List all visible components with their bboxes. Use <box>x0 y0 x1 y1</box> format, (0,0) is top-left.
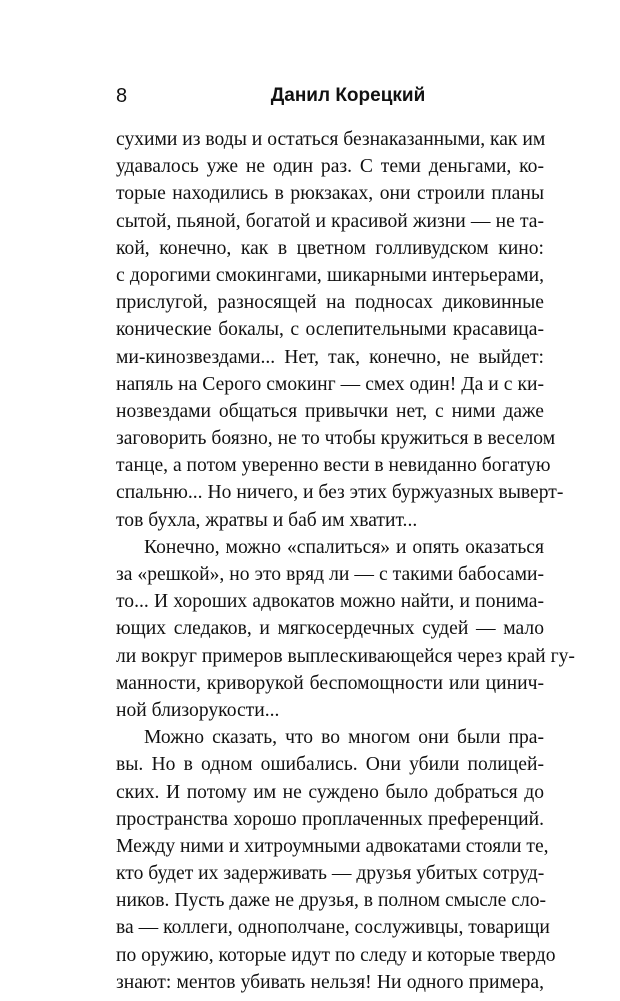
text-line: танце, а потом уверенно вести в невиданно богатую <box>116 455 551 477</box>
text-line: заговорить боязно, не то чтобы кружиться в веселом <box>116 428 556 450</box>
text-line: кой, конечно, как в цветном голливудском кино: <box>116 237 544 259</box>
text-line: сытой, пьяной, богатой и красивой жизни — не та- <box>116 210 544 232</box>
text-line: прислугой, разносящей на подносах диковинные <box>116 292 544 314</box>
text-line: Между ними и хитроумными адвокатами стояли те, <box>116 835 549 857</box>
text-line: ющих следаков, и мягкосердечных судей — мало <box>116 618 544 640</box>
text-line: по оружию, которые идут по следу и которые твердо <box>116 944 556 966</box>
text-line: нозвездами общаться привычки нет, с ними даже <box>116 400 544 422</box>
text-line: напяль на Серого смокинг — смех один! Да и с ки- <box>116 373 544 395</box>
text-line: ва — коллеги, однополчане, сослуживцы, товарищи <box>116 917 550 939</box>
text-line: торые находились в рюкзаках, они строили планы <box>116 183 544 205</box>
text-line: вы. Но в одном ошибались. Они убили полицей- <box>116 754 544 776</box>
text-line: то... И хороших адвокатов можно найти, и понима- <box>116 591 544 613</box>
text-line: ми-кинозвездами... Нет, так, конечно, не выйдет: <box>116 346 544 368</box>
page-number: 8 <box>116 85 128 107</box>
text-line: за «решкой», но это вряд ли — с такими бабосами- <box>116 564 544 585</box>
text-line: ли вокруг примеров выплескивающейся через край гу- <box>116 645 575 667</box>
text-line: ной близорукости... <box>116 699 280 721</box>
text-line: сухими из воды и остаться безнаказанными, как им <box>116 129 546 150</box>
text-line: Конечно, можно «спалиться» и опять оказаться <box>144 536 544 558</box>
text-line: Можно сказать, что во многом они были пра- <box>144 727 544 749</box>
running-head-author: Данил Корецкий <box>270 85 426 106</box>
text-line: удавалось уже не один раз. С теми деньгами, ко- <box>116 156 544 178</box>
text-line: ников. Пусть даже не друзья, в полном смысле сло- <box>116 890 547 912</box>
text-line: манности, криворукой беспомощности или цинич- <box>116 672 544 694</box>
text-line: тов бухла, жратвы и баб им хватит... <box>116 509 418 531</box>
book-text-block <box>116 126 575 996</box>
text-line: конические бокалы, с ослепительными красавица- <box>116 319 544 341</box>
text-line: знают: ментов убивать нельзя! Ни одного примера, <box>116 971 544 993</box>
text-line: спальню... Но ничего, и без этих буржуазных выверт- <box>116 482 564 504</box>
text-line: с дорогими смокингами, шикарными интерьерами, <box>116 264 544 286</box>
text-line: пространства хорошо проплаченных преференций. <box>116 808 544 830</box>
text-line: ских. И потому им не суждено было добраться до <box>116 781 544 803</box>
text-line: кто будет их задерживать — друзья убитых сотруд- <box>116 863 545 885</box>
